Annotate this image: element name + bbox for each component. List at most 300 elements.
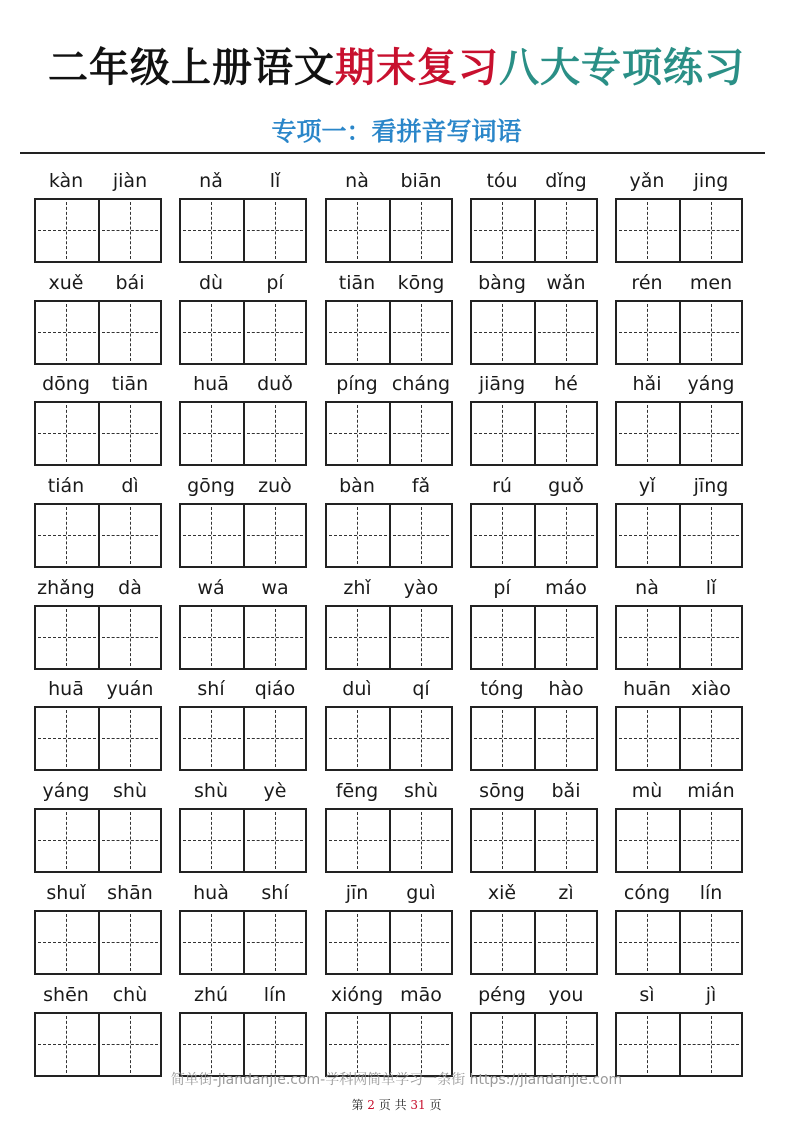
writing-box[interactable] (179, 503, 307, 568)
writing-box[interactable] (325, 198, 453, 263)
guide-line (502, 202, 503, 259)
pinyin-syllable: xuě (48, 271, 84, 294)
word-item (325, 468, 453, 569)
pinyin-syllable: lín (699, 881, 723, 904)
guide-line (357, 914, 358, 971)
pinyin-syllable: xiě (487, 881, 517, 904)
pinyin-syllable: guǒ (548, 475, 584, 498)
pinyin-syllable: zhú (193, 983, 229, 1006)
guide-line (211, 1016, 212, 1073)
pinyin-syllable: jiàn (112, 170, 148, 192)
writing-box[interactable] (34, 910, 162, 975)
pinyin-syllable: jì (705, 983, 717, 1006)
pinyin-syllable: mù (631, 780, 663, 803)
guide-line (211, 507, 212, 564)
writing-box[interactable] (325, 706, 453, 771)
writing-box[interactable] (470, 706, 598, 771)
pinyin-syllable: zhǎng (37, 576, 95, 599)
writing-box[interactable] (470, 300, 598, 365)
box-divider (389, 505, 391, 566)
writing-box[interactable] (34, 503, 162, 568)
guide-line (38, 535, 96, 536)
pinyin-syllable: dù (198, 271, 224, 294)
pinyin-syllable: nǎ (199, 170, 223, 192)
word-item (179, 265, 307, 366)
guide-line (474, 738, 532, 739)
writing-box[interactable] (470, 198, 598, 263)
guide-line (329, 942, 387, 943)
guide-line (130, 507, 131, 564)
pinyin-syllable: máo (545, 576, 587, 599)
guide-line (275, 405, 276, 462)
guide-line (566, 405, 567, 462)
box-divider (98, 505, 100, 566)
guide-line (474, 1044, 532, 1045)
guide-line (211, 914, 212, 971)
pinyin-syllable: hé (554, 373, 578, 396)
page-current: 2 (367, 1098, 375, 1112)
pinyin-syllable: lín (263, 983, 287, 1006)
pinyin-syllable: tóng (480, 678, 524, 701)
writing-box[interactable] (470, 910, 598, 975)
guide-line (619, 433, 677, 434)
pinyin-syllable: dà (118, 576, 142, 599)
guide-line (183, 1044, 241, 1045)
guide-line (647, 507, 648, 564)
guide-line (711, 812, 712, 869)
guide-line (130, 812, 131, 869)
guide-line (421, 609, 422, 666)
writing-box[interactable] (34, 605, 162, 670)
guide-line (130, 609, 131, 666)
box-divider (98, 810, 100, 871)
pinyin-syllable: yǐ (638, 475, 656, 498)
box-divider (389, 403, 391, 464)
watermark-text: 简单街-jiandanjie.com-学科网简单学习一条街 https://jiandanjie.com (170, 1072, 623, 1088)
pinyin-syllable: gōng (187, 475, 235, 498)
guide-line (357, 304, 358, 361)
guide-line (566, 1016, 567, 1073)
box-divider (679, 403, 681, 464)
box-divider (98, 200, 100, 261)
guide-line (474, 332, 532, 333)
pinyin-syllable: shù (113, 780, 147, 803)
word-item (615, 468, 743, 569)
writing-box[interactable] (470, 1012, 598, 1077)
guide-line (619, 332, 677, 333)
pinyin-syllable: sōng (479, 780, 525, 803)
writing-box[interactable] (325, 910, 453, 975)
word-item (470, 163, 598, 264)
word-item (179, 977, 307, 1078)
guide-line (474, 230, 532, 231)
pinyin-syllable: tiān (111, 373, 149, 396)
guide-line (566, 304, 567, 361)
header-divider (20, 152, 765, 154)
word-item (470, 366, 598, 467)
exercise-row (34, 570, 746, 672)
writing-box[interactable] (470, 605, 598, 670)
page-number (0, 1097, 793, 1113)
pinyin-syllable: xiào (691, 678, 731, 701)
writing-box[interactable] (179, 605, 307, 670)
guide-line (38, 1044, 96, 1045)
writing-box[interactable] (34, 1012, 162, 1077)
guide-line (474, 535, 532, 536)
writing-box[interactable] (325, 605, 453, 670)
guide-line (275, 812, 276, 869)
pinyin-syllable: shuǐ (46, 881, 86, 904)
guide-line (421, 914, 422, 971)
guide-line (275, 914, 276, 971)
guide-line (421, 405, 422, 462)
writing-box[interactable] (34, 808, 162, 873)
pinyin-syllable: zì (558, 881, 574, 904)
word-item (470, 875, 598, 976)
word-item (615, 977, 743, 1078)
guide-line (474, 942, 532, 943)
word-item (325, 773, 453, 874)
writing-box[interactable] (179, 198, 307, 263)
box-divider (679, 912, 681, 973)
box-divider (98, 403, 100, 464)
writing-box[interactable] (179, 706, 307, 771)
word-item (615, 265, 743, 366)
guide-line (275, 202, 276, 259)
section-subtitle: 专项一：看拼音写词语 (271, 117, 522, 146)
word-item (179, 468, 307, 569)
pinyin-syllable: tián (47, 475, 85, 498)
box-divider (98, 607, 100, 668)
pinyin-syllable: yáng (42, 780, 90, 803)
pinyin-syllable: píng (336, 373, 378, 396)
guide-line (66, 710, 67, 767)
pinyin-syllable: dǐng (545, 170, 587, 192)
pinyin-syllable: pí (493, 576, 511, 599)
guide-line (357, 405, 358, 462)
guide-line (275, 1016, 276, 1073)
exercise-row (34, 265, 746, 367)
guide-line (474, 637, 532, 638)
title-practice: 八大专项练习 (499, 44, 745, 91)
guide-line (421, 304, 422, 361)
guide-line (211, 304, 212, 361)
word-item (325, 671, 453, 772)
guide-line (566, 609, 567, 666)
box-divider (534, 200, 536, 261)
box-divider (534, 1014, 536, 1075)
box-divider (243, 1014, 245, 1075)
writing-box[interactable] (615, 503, 743, 568)
pinyin-syllable: cháng (391, 373, 451, 396)
writing-box[interactable] (325, 300, 453, 365)
box-divider (98, 1014, 100, 1075)
word-item (179, 366, 307, 467)
guide-line (38, 942, 96, 943)
guide-line (329, 230, 387, 231)
guide-line (66, 405, 67, 462)
guide-line (275, 507, 276, 564)
guide-line (38, 738, 96, 739)
guide-line (619, 1044, 677, 1045)
guide-line (502, 812, 503, 869)
page-middle: 页 共 (378, 1098, 407, 1112)
guide-line (566, 507, 567, 564)
guide-line (421, 507, 422, 564)
word-item (179, 875, 307, 976)
box-divider (389, 1014, 391, 1075)
guide-line (66, 1016, 67, 1073)
pinyin-syllable: nà (635, 576, 659, 599)
guide-line (329, 433, 387, 434)
writing-box[interactable] (615, 401, 743, 466)
writing-box[interactable] (615, 706, 743, 771)
box-divider (243, 810, 245, 871)
box-divider (389, 912, 391, 973)
writing-box[interactable] (470, 503, 598, 568)
writing-box[interactable] (179, 300, 307, 365)
writing-box[interactable] (179, 401, 307, 466)
word-item (34, 671, 162, 772)
writing-box[interactable] (325, 401, 453, 466)
guide-line (474, 840, 532, 841)
guide-line (66, 304, 67, 361)
writing-box[interactable] (615, 808, 743, 873)
box-divider (534, 810, 536, 871)
guide-line (619, 840, 677, 841)
box-divider (98, 912, 100, 973)
pinyin-syllable: cóng (623, 881, 671, 904)
guide-line (130, 1016, 131, 1073)
writing-box[interactable] (34, 706, 162, 771)
guide-line (647, 1016, 648, 1073)
guide-line (183, 535, 241, 536)
box-divider (243, 505, 245, 566)
guide-line (66, 609, 67, 666)
writing-box[interactable] (325, 503, 453, 568)
pinyin-syllable: fēng (335, 780, 379, 803)
pinyin-syllable: huā (48, 678, 84, 701)
guide-line (66, 812, 67, 869)
pinyin-syllable: biān (400, 170, 442, 192)
guide-line (38, 230, 96, 231)
box-divider (679, 607, 681, 668)
word-item (470, 570, 598, 671)
guide-line (566, 914, 567, 971)
pinyin-syllable: shēn (43, 983, 89, 1006)
pinyin-syllable: sì (639, 983, 655, 1006)
pinyin-syllable: shù (194, 780, 228, 803)
guide-line (329, 332, 387, 333)
word-item (325, 875, 453, 976)
word-item (470, 773, 598, 874)
guide-line (183, 332, 241, 333)
guide-line (211, 710, 212, 767)
box-divider (679, 708, 681, 769)
guide-line (329, 535, 387, 536)
pinyin-syllable: hǎi (632, 373, 662, 396)
writing-box[interactable] (615, 605, 743, 670)
guide-line (130, 405, 131, 462)
guide-line (357, 202, 358, 259)
writing-box[interactable] (34, 198, 162, 263)
guide-line (211, 405, 212, 462)
pinyin-syllable: bái (115, 271, 145, 294)
pinyin-syllable: kōng (397, 271, 445, 294)
box-divider (679, 1014, 681, 1075)
page-suffix: 页 (429, 1098, 442, 1112)
pinyin-syllable: shí (197, 678, 225, 701)
word-item (470, 265, 598, 366)
writing-box[interactable] (179, 808, 307, 873)
pinyin-syllable: yào (403, 576, 439, 599)
word-item (470, 468, 598, 569)
guide-line (711, 710, 712, 767)
writing-box[interactable] (615, 1012, 743, 1077)
pinyin-syllable: hào (548, 678, 584, 701)
guide-line (647, 812, 648, 869)
guide-line (647, 609, 648, 666)
box-divider (243, 403, 245, 464)
writing-box[interactable] (34, 401, 162, 466)
pinyin-syllable: shān (107, 881, 153, 904)
exercise-row (34, 366, 746, 468)
word-item (325, 163, 453, 264)
word-item (325, 366, 453, 467)
title-review: 期末复习 (335, 44, 499, 91)
title-grade: 二年级上册语文 (48, 44, 335, 91)
exercise-grid (34, 163, 746, 1078)
writing-box[interactable] (615, 198, 743, 263)
pinyin-syllable: tóu (486, 170, 518, 192)
word-item (615, 773, 743, 874)
pinyin-syllable: dì (121, 475, 139, 498)
box-divider (243, 200, 245, 261)
guide-line (183, 637, 241, 638)
guide-line (711, 1016, 712, 1073)
pinyin-syllable: jīn (345, 881, 369, 904)
writing-box[interactable] (615, 300, 743, 365)
writing-box[interactable] (470, 401, 598, 466)
guide-line (421, 1016, 422, 1073)
guide-line (357, 710, 358, 767)
word-item (179, 570, 307, 671)
guide-line (275, 710, 276, 767)
box-divider (679, 810, 681, 871)
page-prefix: 第 (351, 1098, 364, 1112)
guide-line (66, 914, 67, 971)
guide-line (711, 507, 712, 564)
guide-line (275, 304, 276, 361)
guide-line (474, 433, 532, 434)
pinyin-syllable: wǎn (546, 271, 586, 294)
guide-line (357, 507, 358, 564)
writing-box[interactable] (470, 808, 598, 873)
guide-line (66, 202, 67, 259)
guide-line (357, 1016, 358, 1073)
box-divider (534, 302, 536, 363)
pinyin-syllable: rén (631, 271, 663, 294)
box-divider (679, 505, 681, 566)
word-item (325, 265, 453, 366)
writing-box[interactable] (179, 1012, 307, 1077)
pinyin-syllable: shù (404, 780, 438, 803)
box-divider (534, 505, 536, 566)
pinyin-syllable: qí (412, 678, 430, 701)
pinyin-syllable: qiáo (254, 678, 296, 701)
guide-line (502, 710, 503, 767)
guide-line (711, 405, 712, 462)
word-item (615, 875, 743, 976)
box-divider (243, 912, 245, 973)
writing-box[interactable] (34, 300, 162, 365)
exercise-row (34, 875, 746, 977)
guide-line (619, 637, 677, 638)
guide-line (329, 738, 387, 739)
guide-line (329, 840, 387, 841)
box-divider (98, 302, 100, 363)
pinyin-syllable: bàng (478, 271, 526, 294)
word-item (34, 977, 162, 1078)
pinyin-syllable: fǎ (411, 475, 431, 498)
pinyin-syllable: kàn (48, 170, 84, 192)
guide-line (130, 202, 131, 259)
guide-line (502, 914, 503, 971)
writing-box[interactable] (179, 910, 307, 975)
word-item (325, 977, 453, 1078)
pinyin-syllable: pí (266, 271, 284, 294)
guide-line (275, 609, 276, 666)
box-divider (389, 810, 391, 871)
word-item (34, 773, 162, 874)
guide-line (38, 433, 96, 434)
word-item (615, 163, 743, 264)
guide-line (566, 202, 567, 259)
pinyin-syllable: bàn (339, 475, 375, 498)
box-divider (679, 200, 681, 261)
guide-line (421, 710, 422, 767)
guide-line (502, 405, 503, 462)
word-item (470, 671, 598, 772)
writing-box[interactable] (325, 808, 453, 873)
word-item (34, 468, 162, 569)
word-item (34, 875, 162, 976)
guide-line (647, 202, 648, 259)
writing-box[interactable] (325, 1012, 453, 1077)
guide-line (566, 812, 567, 869)
pinyin-syllable: yǎn (629, 170, 665, 192)
pinyin-syllable: lǐ (705, 576, 717, 599)
word-item (34, 163, 162, 264)
exercise-row (34, 163, 746, 265)
box-divider (243, 708, 245, 769)
pinyin-syllable: shí (261, 881, 289, 904)
pinyin-syllable: lǐ (269, 170, 281, 192)
writing-box[interactable] (615, 910, 743, 975)
guide-line (183, 433, 241, 434)
word-item (470, 977, 598, 1078)
box-divider (389, 200, 391, 261)
word-item (325, 570, 453, 671)
pinyin-syllable: tiān (338, 271, 376, 294)
box-divider (534, 708, 536, 769)
guide-line (647, 914, 648, 971)
guide-line (329, 1044, 387, 1045)
box-divider (98, 708, 100, 769)
box-divider (389, 708, 391, 769)
guide-line (130, 710, 131, 767)
guide-line (619, 535, 677, 536)
